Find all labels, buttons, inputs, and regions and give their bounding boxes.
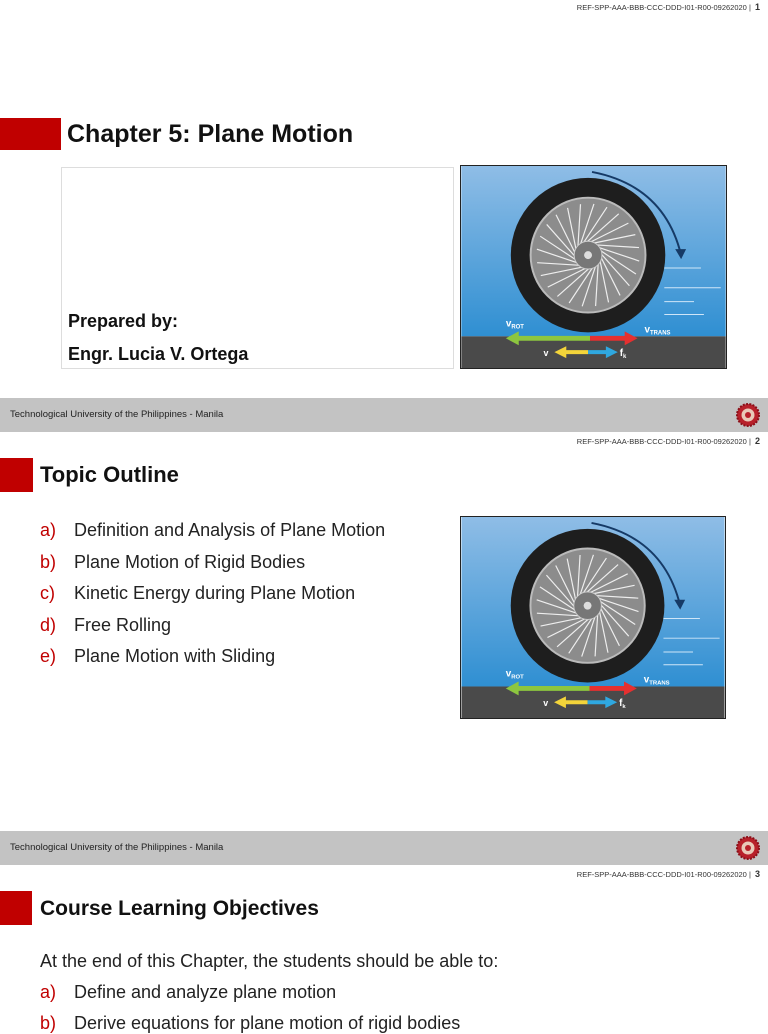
- v-label: v: [543, 348, 549, 359]
- slide-title: Course Learning Objectives: [40, 897, 319, 920]
- objectives-intro: At the end of this Chapter, the students should be able to:: [40, 951, 499, 971]
- fk-label: $f_k$: [619, 348, 627, 361]
- fk-label: $f_k$: [619, 698, 626, 711]
- doc-ref: REF-SPP-AAA-BBB-CCC-DDD-I01-R00-09262020 | 1: [576, 2, 760, 12]
- slide-title: Chapter 5: Plane Motion: [67, 120, 354, 148]
- footer-text: Technological University of the Philippines - Manila: [10, 842, 224, 853]
- title-accent: [0, 118, 61, 150]
- vrot-label: $v_{ROT}$: [505, 318, 524, 331]
- doc-ref: REF-SPP-AAA-BBB-CCC-DDD-I01-R00-09262020 | 3: [576, 869, 760, 879]
- wheel-diagram: [460, 165, 727, 369]
- university-logo-icon: [736, 836, 760, 860]
- wheel-diagram: [460, 516, 726, 719]
- vtrans-label: $v_{TRANS}$: [643, 674, 670, 687]
- university-logo-icon: [736, 403, 760, 427]
- vtrans-label: $v_{TRANS}$: [644, 324, 671, 337]
- author-name: Engr. Lucia V. Ortega: [68, 344, 249, 364]
- prepared-label: Prepared by:: [68, 311, 179, 331]
- v-label: v: [543, 698, 549, 709]
- doc-ref: REF-SPP-AAA-BBB-CCC-DDD-I01-R00-09262020 | 2: [576, 436, 760, 446]
- title-accent: [0, 458, 33, 492]
- author-box: [61, 167, 454, 369]
- slide-title: Topic Outline: [40, 462, 179, 487]
- footer-bar: [0, 398, 768, 432]
- vrot-label: $v_{ROT}$: [505, 668, 524, 681]
- footer-bar: [0, 831, 768, 865]
- footer-text: Technological University of the Philippines - Manila: [10, 409, 224, 420]
- title-accent: [0, 891, 32, 925]
